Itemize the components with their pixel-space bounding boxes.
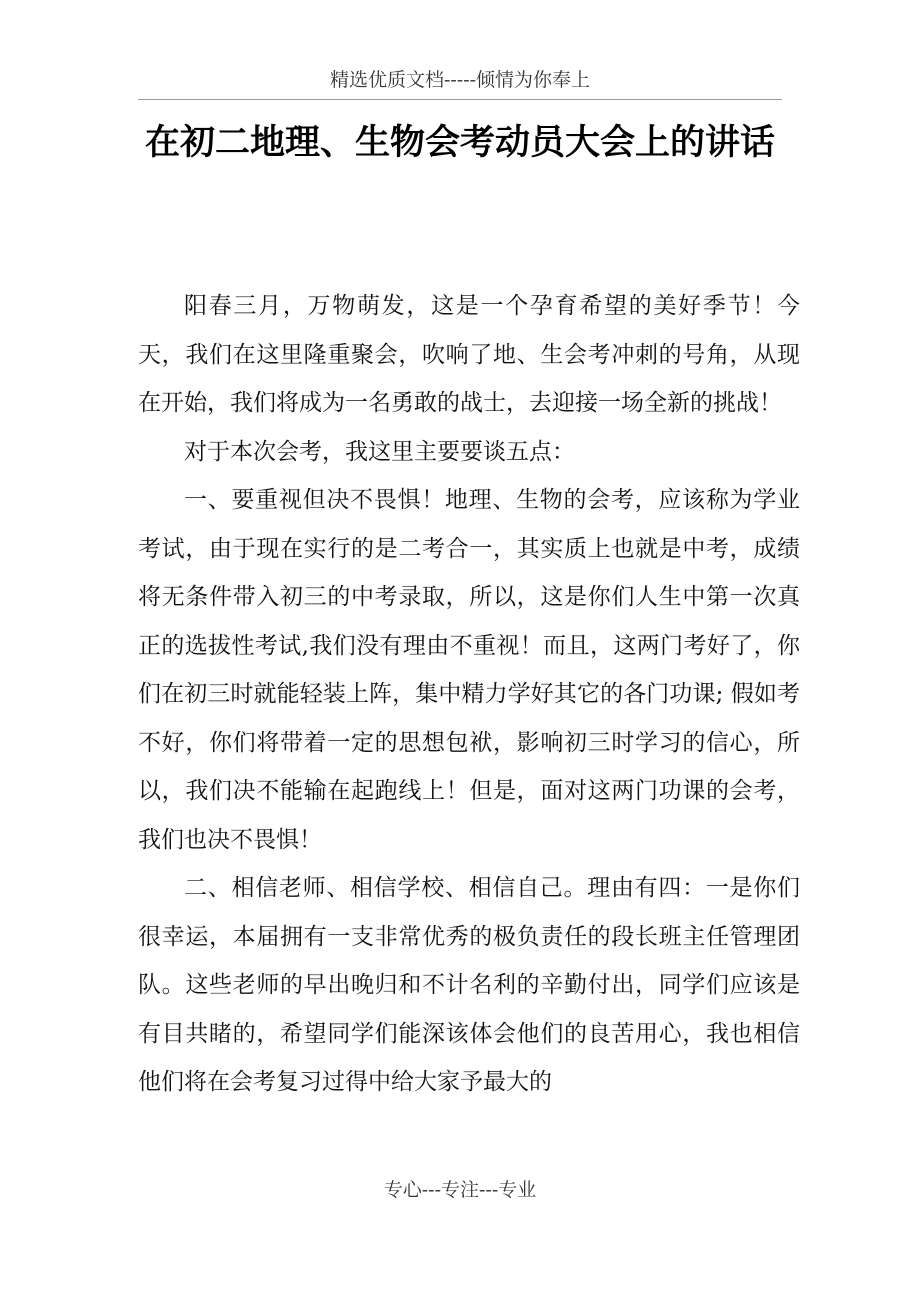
paragraph-2: 对于本次会考，我这里主要要谈五点： xyxy=(184,438,575,465)
document-title: 在初二地理、生物会考动员大会上的讲话 xyxy=(144,122,775,163)
paragraph-1: 阳春三月，万物萌发，这是一个孕育希望的美好季节！今天，我们在这里隆重聚会，吹响了地、生会考冲刺的号角，从现在开始，我们将成为一名勇敢的战士，去迎接一场全新的挑战！ xyxy=(138,293,800,416)
paragraph-4: 二、相信老师、相信学校、相信自己。理由有四：一是你们很幸运，本届拥有一支非常优秀的极负责任的段长班主任管理团队。这些老师的早出晚归和不计名利的辛勤付出，同学们应该是有目共睹的，希望同学们能深该体会他们的良苦用心，我也相信他们将在会考复习过得中给大家予最大的 xyxy=(138,875,800,1095)
page-header: 精选优质文档-----倾情为你奉上 xyxy=(329,69,591,91)
header-divider xyxy=(138,99,782,100)
paragraph-3: 一、要重视但决不畏惧！地理、生物的会考，应该称为学业考试，由于现在实行的是二考合一，其实质上也就是中考，成绩将无条件带入初三的中考录取，所以，这是你们人生中第一次真正的选拔性考试,我们没有理由不重视！而且，这两门考好了，你们在初三时就能轻装上阵，集中精力学好其它的各门功课; 假如考不好，你们将带着一定的思想包袱，影响初三时学习的信心，所以，我们决不能输在起跑线上！但是，面对这两门功课的会考，我们也决不畏惧！ xyxy=(138,487,800,853)
page-footer: 专心---专注---专业 xyxy=(383,1179,537,1201)
document-body xyxy=(138,282,800,1107)
